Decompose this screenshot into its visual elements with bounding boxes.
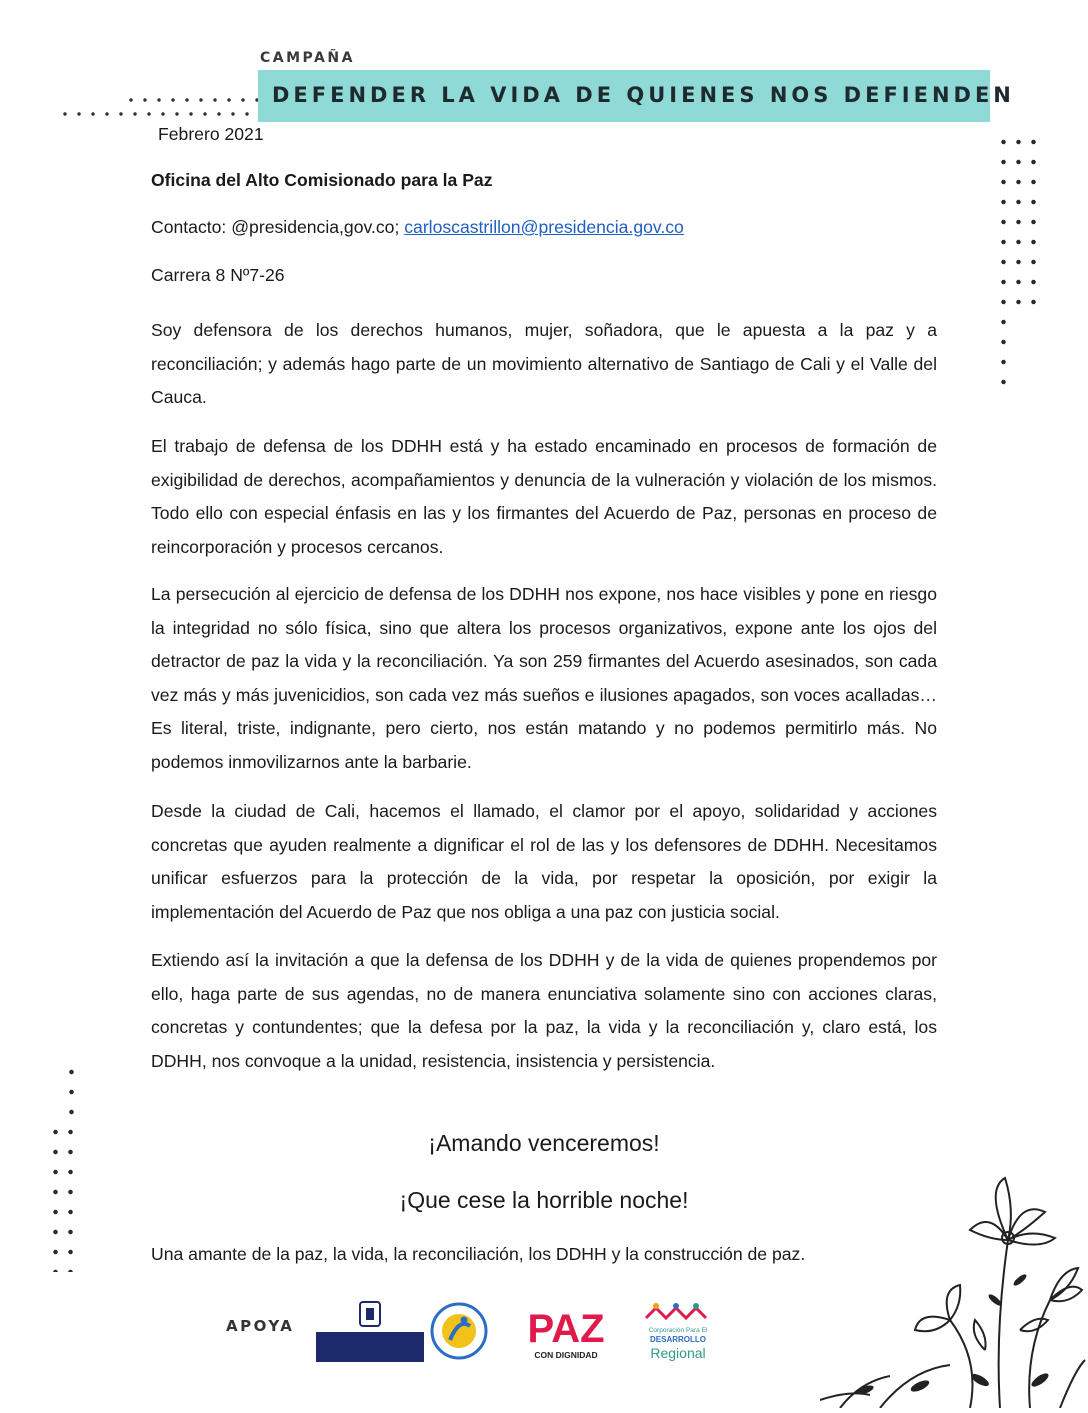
slogan: ¡Que cese la horrible noche! [399, 1187, 689, 1213]
decorative-dots-top-2 [58, 112, 268, 116]
recipient-office: Oficina del Alto Comisionado para la Paz [151, 170, 493, 190]
regional-line-1: Corporación Para El [648, 1327, 708, 1334]
contact-prefix: Contacto: @presidencia,gov.co; [151, 217, 405, 237]
letter-date: Febrero 2021 [158, 124, 264, 144]
signature: Una amante de la paz, la vida, la reconciliación, los DDHH y la construcción de paz. [151, 1244, 806, 1264]
campaign-banner [258, 70, 1015, 122]
body-paragraph: El trabajo de defensa de los DDHH está y ha estado encaminado en procesos de formación de exigibilidad de derechos, acompañamientos y denuncia de la vulneración y violación de los mismos. Todo ello con especial énfasis en las y los firmantes del Acuerdo de Paz, personas en proceso de reincorporación y procesos cercanos. [151, 436, 937, 557]
women-circle-icon [428, 1300, 490, 1362]
body-paragraph: Extiendo así la invitación a que la defensa de los DDHH y de la vida de quienes propendemos por ello, haga parte de sus agendas, no de manera enunciativa solamente sino con acciones claras, concretas y contundentes; que la defesa por la paz, la vida y la reconciliación y, claro está, los DDHH, nos convoque a la unidad, resistencia, insistencia y persistencia. [151, 950, 937, 1071]
contact-email-link[interactable]: carloscastrillon@presidencia.gov.co [404, 217, 684, 237]
asturias-emblem-icon [316, 1300, 424, 1362]
decorative-dots-right-tail [996, 312, 1011, 392]
support-label: APOYA [226, 1317, 295, 1335]
regional-development-logo [640, 1300, 716, 1362]
paz-subtitle: CON DIGNIDAD [534, 1350, 598, 1360]
body-paragraph: Soy defensora de los derechos humanos, mujer, soñadora, que le apuesta a la paz y a reconciliación; y además hago parte de un movimiento alternativo de Santiago de Cali y el Valle del Cauca. [151, 320, 937, 407]
paz-con-dignidad-logo [520, 1304, 612, 1362]
body-paragraph: La persecución al ejercicio de defensa de los DDHH nos expone, nos hace visibles y pone en riesgo la integridad no sólo física, sino que altera los procesos organizativos, expone ante los ojos del detractor de paz la vida y la reconciliación. Ya son 259 firmantes del Acuerdo asesinados, son cada vez más y más juvenicidios, son cada vez más sueños e ilusiones apagados, son voces acalladas… Es literal, triste, indignante, pero cierto, nos están matando y no podemos permitirlo más. No podemos inmovilizarnos ante la barbarie. [151, 584, 937, 772]
paz-word: PAZ [527, 1307, 605, 1351]
slogan: ¡Amando venceremos! [428, 1130, 660, 1156]
regional-logo-icon [640, 1300, 716, 1362]
address: Carrera 8 Nº7-26 [151, 265, 285, 285]
regional-line-3: Regional [650, 1345, 706, 1361]
flower-icon [820, 1150, 1088, 1408]
paz-logo-icon [520, 1304, 612, 1362]
campaign-label: CAMPAÑA [260, 50, 355, 66]
women-network-logo [428, 1300, 490, 1362]
asturias-government-logo [316, 1300, 424, 1362]
body-paragraph: Desde la ciudad de Cali, hacemos el llamado, el clamor por el apoyo, solidaridad y acciones concretas que ayuden realmente a dignificar el rol de las y los defensores de DDHH. Necesitamos unificar esfuerzos para la protección de la vida, por respetar la oposición, por exigir la implementación del Acuerdo de Paz que nos obliga a una paz con justicia social. [151, 801, 937, 922]
decorative-dots-right [996, 132, 1041, 312]
decorative-dots-top-1 [124, 98, 264, 102]
decorative-dots-left-tail [64, 1062, 79, 1122]
regional-line-2: DESARROLLO [650, 1335, 706, 1344]
contact-line [151, 217, 684, 238]
flower-illustration [820, 1150, 1088, 1413]
banner-title: DEFENDER LA VIDA DE QUIENES NOS DEFIENDEN [272, 83, 1015, 107]
